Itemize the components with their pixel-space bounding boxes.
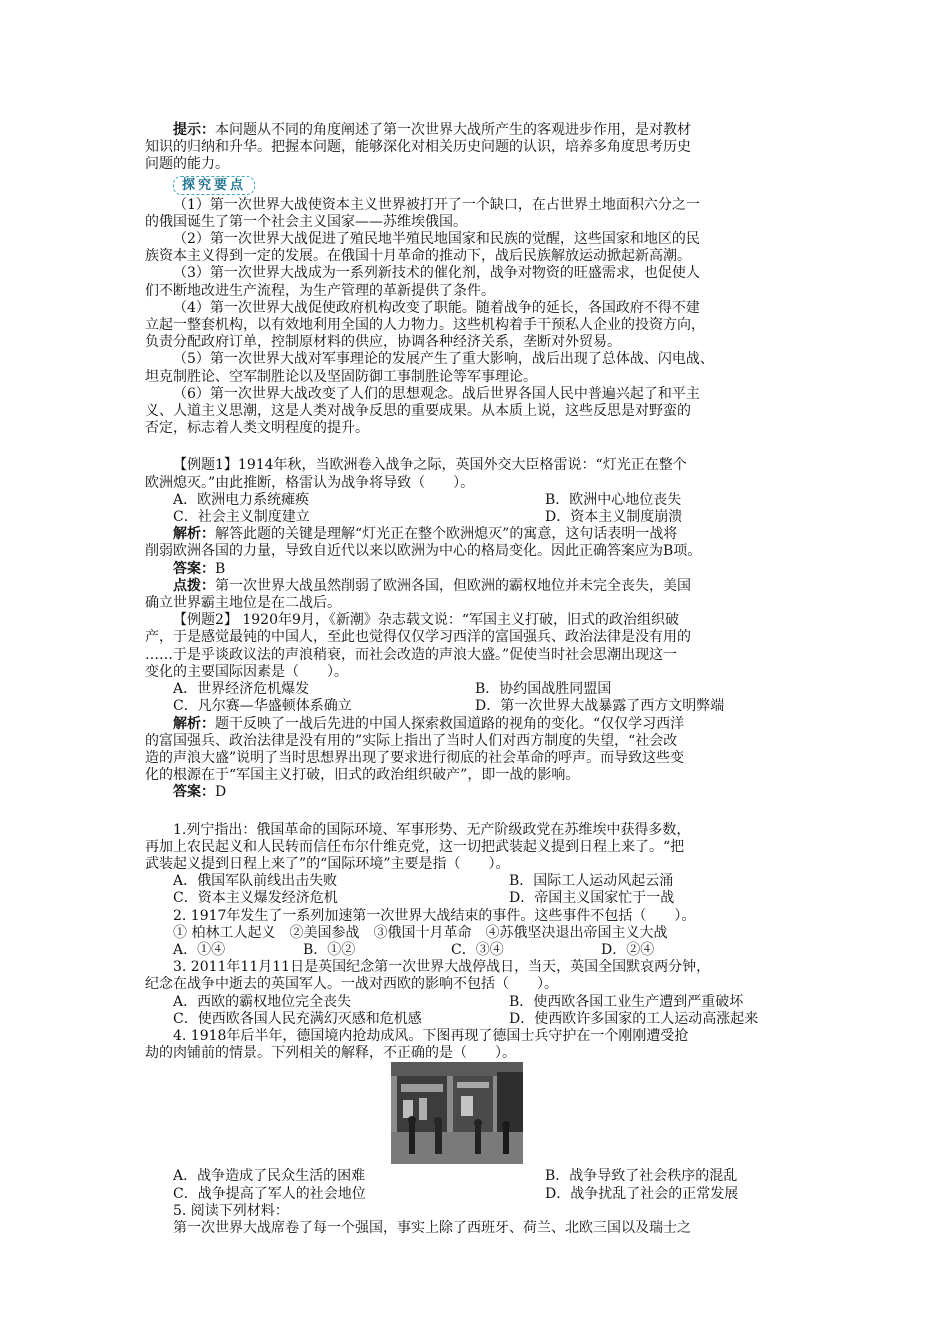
point-2 — [145, 231, 815, 265]
analysis-text: 的富国强兵、政治法律是没有用的”实际上指出了当时人们对西方制度的失望，“社会改 — [145, 732, 678, 749]
question-3 — [145, 959, 815, 1028]
option-a: A．俄国军队前线出击失败 — [173, 873, 338, 890]
option-row — [145, 942, 815, 959]
option-a: A．欧洲电力系统瘫痪 — [173, 491, 310, 508]
option-row — [145, 1011, 815, 1028]
question-stem-line: 5. 阅读下列材料： — [173, 1202, 289, 1219]
question-stem-line: 纪念在战争中逝去的英国军人。一战对西欧的影响不包括（ ）。 — [145, 976, 558, 993]
hint-line-2: 知识的归纳和升华。把握本问题，能够深化对相关历史问题的认识，培养多角度思考历史 — [145, 139, 691, 156]
option-c: C．资本主义爆发经济危机 — [173, 890, 338, 907]
option-b: B．①② — [303, 941, 356, 958]
option-d: D．帝国主义国家忙于一战 — [509, 890, 675, 907]
option-d: D．②④ — [601, 941, 655, 958]
answer-value: B — [215, 560, 226, 577]
point-line: （3）第一次世界大战成为一系列新技术的催化剂，战争对物资的旺盛需求，也促使人 — [173, 265, 700, 282]
option-a: A．世界经济危机爆发 — [173, 681, 310, 698]
question-2 — [145, 908, 815, 960]
photo-image — [391, 1062, 523, 1164]
question-1 — [145, 822, 815, 908]
option-c: C．社会主义制度建立 — [173, 509, 310, 526]
analysis-text: 解答此题的关键是理解“灯光正在整个欧洲熄灭”的寓意，这句话表明一战将 — [215, 526, 678, 543]
question-stem-line: 3. 2011年11月11日是英国纪念第一次世界大战停战日，当天，英国全国默哀两分钟， — [173, 959, 711, 976]
answer-value: D — [215, 784, 227, 801]
option-c: C．③④ — [451, 941, 504, 958]
question-stem-line: 2. 1917年发生了一系列加速第一次世界大战结束的事件。这些事件不包括（ ）。 — [173, 907, 696, 924]
option-row — [145, 873, 815, 890]
tip-text: 确立世界霸主地位是在二战后。 — [145, 595, 341, 612]
option-row — [145, 492, 815, 509]
option-d: D．第一次世界大战暴露了西方文明弊端 — [475, 698, 725, 715]
question-items-line: ① 柏林工人起义 ②美国参战 ③俄国十月革命 ④苏俄坚决退出帝国主义大战 — [173, 924, 668, 941]
hint-label: 提示： — [173, 122, 215, 138]
example-question-line: 变化的主要国际因素是（ ）。 — [145, 663, 348, 680]
question-material-line: 第一次世界大战席卷了每一个强国，事实上除了西班牙、荷兰、北欧三国以及瑞士之 — [173, 1219, 691, 1236]
point-line: 负责分配政府订单，控制原材料的供应，协调各种经济关系，垄断对外贸易。 — [145, 334, 621, 351]
point-line: 族资本主义得到一定的发展。在俄国十月革命的推动下，战后民族解放运动掀起新高潮。 — [145, 248, 691, 265]
option-row — [145, 698, 815, 715]
option-row — [145, 1186, 815, 1203]
point-1 — [145, 197, 815, 231]
question-stem-line: 再加上农民起义和人民转而信任布尔什维克党，这一切把武装起义提到日程上来了。“把 — [145, 838, 685, 855]
question-stem-line: 武装起义提到日程上来了”的“国际环境”主要是指（ ）。 — [145, 855, 510, 872]
point-line: 立起一整套机构，以有效地利用全国的人力物力。这些机构着手干预私人企业的投资方向， — [145, 317, 705, 334]
point-5 — [145, 351, 815, 385]
example-question-line: 产，于是感觉最钝的中国人，至此也觉得仅仅学习西洋的富国强兵、政治法律是没有用的 — [145, 629, 691, 646]
hint-line-3: 问题的能力。 — [145, 156, 229, 173]
point-line: 坦克制胜论、空军制胜论以及坚固防御工事制胜论等军事理论。 — [145, 368, 537, 385]
question-4 — [145, 1028, 815, 1203]
option-c: C．战争提高了军人的社会地位 — [173, 1185, 366, 1202]
example-question-line: ……于是乎谈政议法的声浪稍衰，而社会改造的声浪大盛。”促使当时社会思潮出现这一 — [145, 646, 678, 663]
question-5 — [145, 1203, 815, 1237]
option-d: D．战争扰乱了社会的正常发展 — [545, 1185, 739, 1202]
point-line: （1）第一次世界大战使资本主义世界被打开了一个缺口，在占世界土地面积六分之一 — [173, 196, 700, 213]
example-question-line: 欧洲熄灭。”由此推断，格雷认为战争将导致（ ）。 — [145, 474, 475, 491]
point-3 — [145, 265, 815, 299]
point-4 — [145, 300, 815, 352]
point-line: 们不断地改进生产流程，为生产管理的革新提供了条件。 — [145, 282, 495, 299]
point-line: （6）第一次世界大战改变了人们的思想观念。战后世界各国人民中普遍兴起了和平主 — [173, 385, 700, 402]
document-page — [145, 122, 815, 1237]
option-row — [145, 890, 815, 907]
example-1 — [145, 457, 815, 612]
option-row — [145, 994, 815, 1011]
option-row — [145, 1168, 815, 1185]
hint-paragraph: 提示：本问题从不同的角度阐述了第一次世界大战所产生的客观进步作用，是对教材 — [173, 122, 691, 138]
point-line: （2）第一次世界大战促进了殖民地半殖民地国家和民族的觉醒，这些国家和地区的民 — [173, 231, 700, 248]
analysis-text: 题干反映了一战后先进的中国人探索救国道路的视角的变化。“仅仅学习西洋 — [215, 715, 685, 732]
option-c: C．凡尔赛—华盛顿体系确立 — [173, 698, 352, 715]
option-b: B．使西欧各国工业生产遭到严重破坏 — [509, 993, 744, 1010]
tip-label: 点拨： — [173, 577, 215, 594]
question-stem-line: 1.列宁指出：俄国革命的国际环境、军事形势、无产阶级政党在苏维埃中获得多数， — [173, 821, 691, 838]
option-a: A．战争造成了民众生活的困难 — [173, 1168, 366, 1185]
tip-text: 第一次世界大战虽然削弱了欧洲各国，但欧洲的霸权地位并未完全丧失，美国 — [215, 577, 691, 594]
analysis-text: 削弱欧洲各国的力量，导致自近代以来以欧洲为中心的格局变化。因此正确答案应为B项。 — [145, 543, 702, 560]
question-stem-line: 劫的肉铺前的情景。下列相关的解释，不正确的是（ ）。 — [145, 1045, 516, 1062]
option-row — [145, 509, 815, 526]
butcher-shop-photo — [391, 1062, 523, 1164]
option-a: A．西欧的霸权地位完全丧失 — [173, 993, 352, 1010]
point-line: 的俄国诞生了第一个社会主义国家——苏维埃俄国。 — [145, 213, 467, 230]
option-b: B．欧洲中心地位丧失 — [545, 491, 682, 508]
option-d: D．资本主义制度崩溃 — [545, 509, 683, 526]
analysis-label: 解析： — [173, 526, 215, 543]
point-line: 义、人道主义思潮，这是人类对战争反思的重要成果。从本质上说，这些反思是对野蛮的 — [145, 403, 691, 420]
option-c: C．使西欧各国人民充满幻灭感和危机感 — [173, 1010, 422, 1027]
example-2 — [145, 612, 815, 801]
answer-label: 答案： — [173, 784, 215, 801]
option-b: B．协约国战胜同盟国 — [475, 681, 612, 698]
question-stem-line: 4. 1918年后半年，德国境内抢劫成风。下图再现了德国士兵守护在一个刚刚遭受抢 — [173, 1027, 689, 1044]
explore-points-badge: 探究要点 — [173, 176, 255, 195]
analysis-text: 造的声浪大盛”说明了当时思想界出现了要求进行彻底的社会革命的呼声。而导致这些变 — [145, 749, 685, 766]
point-line: （5）第一次世界大战对军事理论的发展产生了重大影响，战后出现了总体战、闪电战、 — [173, 351, 714, 368]
point-line: （4）第一次世界大战促使政府机构改变了职能。随着战争的延长，各国政府不得不建 — [173, 299, 700, 316]
option-row — [145, 681, 815, 698]
point-line: 否定，标志着人类文明程度的提升。 — [145, 420, 369, 437]
option-a: A．①④ — [173, 941, 226, 958]
example-question-line: 【例题1】1914年秋，当欧洲卷入战争之际，英国外交大臣格雷说：“灯光正在整个 — [173, 457, 687, 474]
example-question-line: 【例题2】 1920年9月，《新潮》杂志载文说：“军国主义打破，旧式的政治组织破 — [173, 612, 680, 629]
option-b: B．国际工人运动风起云涌 — [509, 873, 674, 890]
option-d: D．使西欧许多国家的工人运动高涨起来 — [509, 1010, 759, 1027]
option-b: B．战争导致了社会秩序的混乱 — [545, 1168, 738, 1185]
answer-label: 答案： — [173, 560, 215, 577]
analysis-text: 化的根源在于“军国主义打破，旧式的政治组织破产”，即一战的影响。 — [145, 767, 580, 784]
analysis-label: 解析： — [173, 715, 215, 732]
point-6 — [145, 386, 815, 438]
